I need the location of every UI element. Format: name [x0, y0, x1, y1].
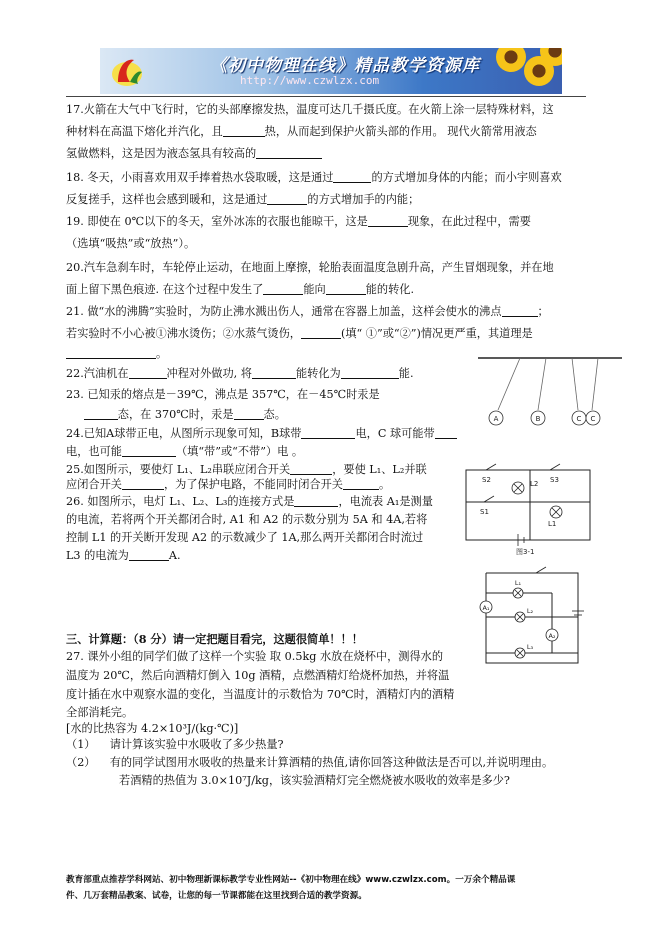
- footer-line-2: 件、几万套精品教案、试卷，让您的每一节课都能在这里找到合适的教学资源。: [66, 891, 367, 901]
- q27-line-4: 全部消耗完。: [66, 706, 134, 719]
- banner-title: 《初中物理在线》精品教学资源库: [210, 56, 480, 76]
- answer-blank[interactable]: [263, 281, 303, 295]
- q21-line-1: 21. 做“水的沸腾”实验时，为防止沸水溅出伤人，通常在容器上加盖，这样会使水的沸点 ；: [66, 305, 549, 318]
- answer-blank[interactable]: [267, 191, 307, 205]
- circuit-label: A₂: [548, 632, 556, 640]
- ball-label: C: [590, 415, 596, 423]
- q26-line-4: L3 的电流为 A.: [66, 549, 181, 562]
- q27-line-2: 温度为 20℃，然后向酒精灯倒入 10g 酒精，点燃酒精灯给烧杯加热，并将温: [66, 669, 450, 682]
- answer-blank[interactable]: [66, 345, 156, 359]
- q21-line-2: 若实验时不小心被①沸水烫伤；②水蒸气烫伤， (填“ ①”或“②”)情况更严重，其道理是: [66, 327, 533, 340]
- charged-balls-figure: [476, 352, 626, 432]
- answer-blank[interactable]: [333, 169, 371, 183]
- circuit-label: L2: [530, 480, 539, 488]
- header-divider: [66, 96, 586, 97]
- q27-sub-2: （2） 有的同学试图用水吸收的热量来计算酒精的热值,请你回答这种做法是否可以,并说明理由。: [66, 756, 554, 769]
- circuit-caption: 图3-1: [516, 548, 535, 556]
- q17-line-3: 氢做燃料，这是因为液态氢具有较高的: [66, 144, 322, 164]
- q26-line-2: 的电流，若将两个开关都闭合时, A1 和 A2 的示数分别为 5A 和 4A,若将: [66, 513, 428, 526]
- banner-url: http://www.czwlzx.com: [240, 74, 380, 87]
- circuit-label: L₃: [526, 643, 534, 651]
- answer-blank[interactable]: [290, 461, 332, 475]
- q19-line-2: （选填“吸热”或“放热”）。: [66, 237, 196, 250]
- answer-blank[interactable]: [301, 325, 341, 339]
- q27-line-1: 27. 课外小组的同学们做了这样一个实验 取 0.5kg 水放在烧杯中，测得水的: [66, 650, 444, 663]
- q27-line-5: [水的比热容为 4.2×10³J/(kg·℃)]: [66, 722, 239, 735]
- answer-blank[interactable]: [301, 425, 355, 439]
- answer-blank[interactable]: [129, 365, 167, 379]
- answer-blank[interactable]: [122, 476, 164, 490]
- answer-blank[interactable]: [122, 443, 176, 457]
- q18-line-2: 反复搓手，这样也会感到暖和，这是通过 的方式增加手的内能；: [66, 193, 420, 206]
- q21-line-3: 。: [66, 344, 167, 364]
- ball-label: A: [493, 415, 499, 423]
- ball-label: C: [576, 415, 582, 423]
- answer-blank[interactable]: [326, 281, 366, 295]
- q26-line-3: 控制 L1 的开关断开发现 A2 的示数减少了 1A,那么两开关都闭合时流过: [66, 531, 424, 544]
- answer-blank[interactable]: [435, 425, 457, 439]
- q27-sub-2b: 若酒精的热值为 3.0×10⁷J/kg，该实验酒精灯完全燃烧被水吸收的效率是多少?: [119, 774, 510, 787]
- header-banner: [100, 48, 562, 94]
- circuit-label: S3: [550, 476, 559, 484]
- answer-blank[interactable]: [234, 406, 264, 420]
- sunflower-icon: [496, 48, 526, 72]
- q20-line-2: 面上留下黑色痕迹. 在这个过程中发生了 能向 能的转化.: [66, 283, 415, 296]
- q24-line-1: 24.已知A球带正电，从图所示现象可知，B球带 电，C 球可能带: [66, 424, 457, 444]
- section-3-heading: 三、计算题：（8 分）请一定把题目看完，这题很简单！！！: [66, 632, 363, 646]
- answer-blank[interactable]: [368, 213, 408, 227]
- q24-line-2: 电，也可能 （填“带”或“不带”）电 。: [66, 445, 304, 458]
- circuit-label: L₁: [514, 579, 522, 587]
- circuit-label: L1: [548, 520, 557, 528]
- answer-blank[interactable]: [252, 365, 296, 379]
- q17-line-2: 种材料在高温下熔化并汽化，且 热，从而起到保护火箭头部的作用。 现代火箭常用液态: [66, 125, 537, 138]
- answer-blank[interactable]: [84, 406, 118, 420]
- q27-sub-1: （1） 请计算该实验中水吸收了多少热量?: [66, 738, 284, 751]
- q26-line-1: 26. 如图所示，电灯 L₁、L₂、L₃的连接方式是 ，电流表 A₁是测量: [66, 495, 433, 508]
- q22-line: 22.汽油机在 冲程对外做功, 将 能转化为 能.: [66, 367, 414, 380]
- circuit-figure-3-1: [460, 458, 600, 558]
- circuit-label: S2: [482, 476, 491, 484]
- q17-line-1: 17.火箭在大气中飞行时，它的头部摩擦发热，温度可达几千摄氏度。在火箭上涂一层特殊材料，这: [66, 103, 554, 116]
- q25-line-2: 应闭合开关 ，为了保护电路，不能同时闭合开关 。: [66, 478, 391, 491]
- answer-blank[interactable]: [343, 476, 379, 490]
- answer-blank[interactable]: [256, 145, 322, 159]
- answer-blank[interactable]: [223, 123, 265, 137]
- q18-line-1: 18. 冬天，小雨喜欢用双手捧着热水袋取暖，这是通过 的方式增加身体的内能；而小宇则喜欢: [66, 171, 562, 184]
- site-logo-icon: [108, 52, 146, 90]
- q27-line-3: 度计插在水中观察水温的变化，当温度计的示数恰为 70℃时，酒精灯内的酒精: [66, 688, 455, 701]
- answer-blank[interactable]: [129, 547, 169, 561]
- answer-blank[interactable]: [502, 303, 538, 317]
- footer-line-1: 教育部重点推荐学科网站、初中物理新课标教学专业性网站--《初中物理在线》www.czwlzx.com。一万余个精品课: [66, 875, 516, 885]
- q25-line-1: 25.如图所示，要使灯 L₁、L₂串联应闭合开关 ，要使 L₁、L₂并联: [66, 463, 427, 476]
- q19-line-1: 19. 即使在 0℃以下的冬天，室外冰冻的衣服也能晾干，这是 现象，在此过程中，需要: [66, 215, 531, 228]
- circuit-label: S1: [480, 508, 489, 516]
- circuit-label: A₁: [482, 604, 490, 612]
- circuit-label: L₂: [526, 607, 534, 615]
- q23-line-1: 23. 已知汞的熔点是－39℃，沸点是 357℃，在－45℃时汞是: [66, 388, 380, 401]
- q20-line-1: 20.汽车急刹车时，车轮停止运动，在地面上摩擦，轮胎表面温度急剧升高，产生冒烟现象，并在地: [66, 261, 554, 274]
- ball-label: B: [535, 415, 541, 423]
- answer-blank[interactable]: [294, 493, 338, 507]
- circuit-figure-ammeters: [474, 565, 594, 671]
- q23-line-2: 态，在 370℃时，汞是 态。: [66, 405, 286, 425]
- answer-blank[interactable]: [341, 365, 399, 379]
